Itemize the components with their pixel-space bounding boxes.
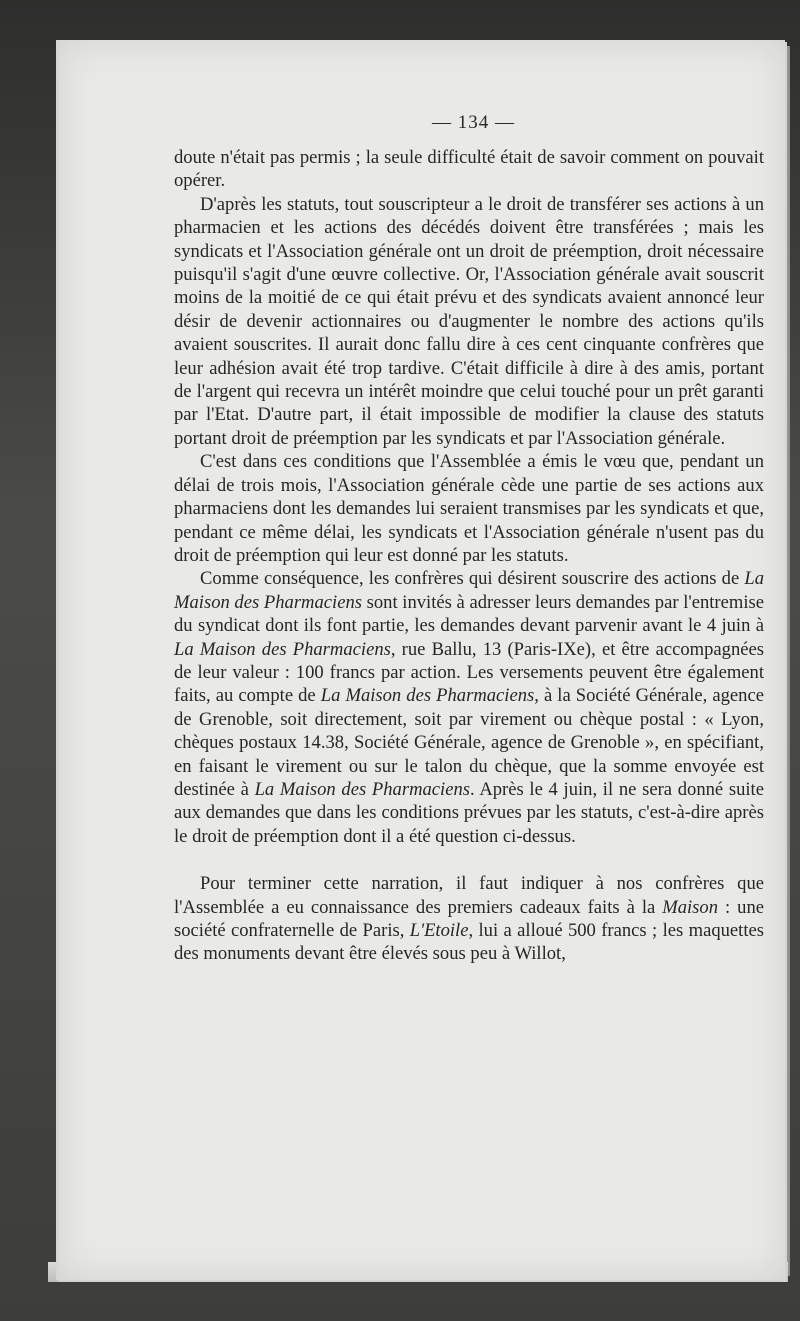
text-run: , à la Société Générale, agence de Grenoble, soit directement, soit par virement ou chèque postal : « Lyon, chèques postaux 14.38, Société Générale, agence de Grenoble », en spécifiant, en faisant le virement ou sur le talon du chèque, que la somme envoyée est destinée à: [174, 685, 764, 800]
paragraph-4: [174, 872, 764, 966]
text-run: . Après le 4 juin, il ne sera donné suite aux demandes que dans les conditions prévues par les statuts, c'est-à-dire après le droit de préemption dont il a été question ci-dessus.: [174, 778, 764, 847]
paragraph-1: [174, 193, 764, 450]
text-run: , rue Ballu, 13 (Paris-IXe), et être accompagnées de leur valeur : 100 francs par action. Les versements peuvent être également faits, au compte de: [174, 638, 764, 707]
text-run: doute n'était pas permis ; la seule difficulté était de savoir comment on pouvait opérer.: [174, 147, 764, 192]
text-run: Pour terminer cette narration, il faut indiquer à nos confrères que l'Assemblée a eu connaissance des premiers cadeaux faits à la: [174, 873, 764, 918]
paragraph-2: [174, 450, 764, 567]
paragraph-0: [174, 146, 764, 193]
italic-title: La Maison des Pharmaciens: [174, 568, 764, 613]
paragraph-3: [174, 567, 764, 848]
text-run: , lui a alloué 500 francs ; les maquettes des monuments devant être élevés sous peu à Willot,: [174, 920, 764, 965]
text-run: D'après les statuts, tout souscripteur a le droit de transférer ses actions à un pharmacien et les actions des décédés doivent être transférées ; mais les syndicats et l'Association générale ont un droit de préemption, droit nécessaire puisqu'il s'agit d'une œuvre collective. Or, l'Association générale avait souscrit moins de la moitié de ce qui était prévu et des syndicats avaient annoncé leur désir de devenir actionnaires ou d'augmenter le nombre des actions qu'ils avaient souscrites. Il aurait donc fallu dire à ces cent cinquante confrères que leur adhésion avait été trop tardive. C'était difficile à dire à des amis, portant de l'argent qui recevra un intérêt moindre que celui touché pour un prêt garanti par l'Etat. D'autre part, il était impossible de modifier la clause des statuts portant droit de préemption par les syndicats et par l'Association générale.: [174, 193, 764, 449]
italic-title: L'Etoile: [409, 920, 469, 941]
text-run: C'est dans ces conditions que l'Assemblée a émis le vœu que, pendant un délai de trois mois, l'Association générale cède une partie de ses actions aux pharmaciens dont les demandes lui seraient transmises par les syndicats et que, pendant ce même délai, les syndicats et l'Association générale n'usent pas du droit de préemption qui leur est donné par les statuts.: [174, 451, 764, 566]
italic-title: Maison: [662, 896, 719, 918]
italic-title: La Maison des Pharmaciens: [320, 685, 535, 707]
italic-title: La Maison des Pharmaciens: [174, 638, 391, 660]
text-run: sont invités à adresser leurs demandes par l'entremise du syndicat dont ils font partie, les demandes devant parvenir avant le 4 juin à: [174, 591, 764, 637]
italic-title: La Maison des Pharmaciens: [254, 778, 470, 800]
text-run: : une société confraternelle de Paris,: [174, 896, 764, 941]
body-text: [174, 146, 764, 966]
page-number: — 134 —: [432, 112, 515, 133]
text-run: Comme conséquence, les confrères qui désirent souscrire des actions de: [200, 568, 745, 590]
